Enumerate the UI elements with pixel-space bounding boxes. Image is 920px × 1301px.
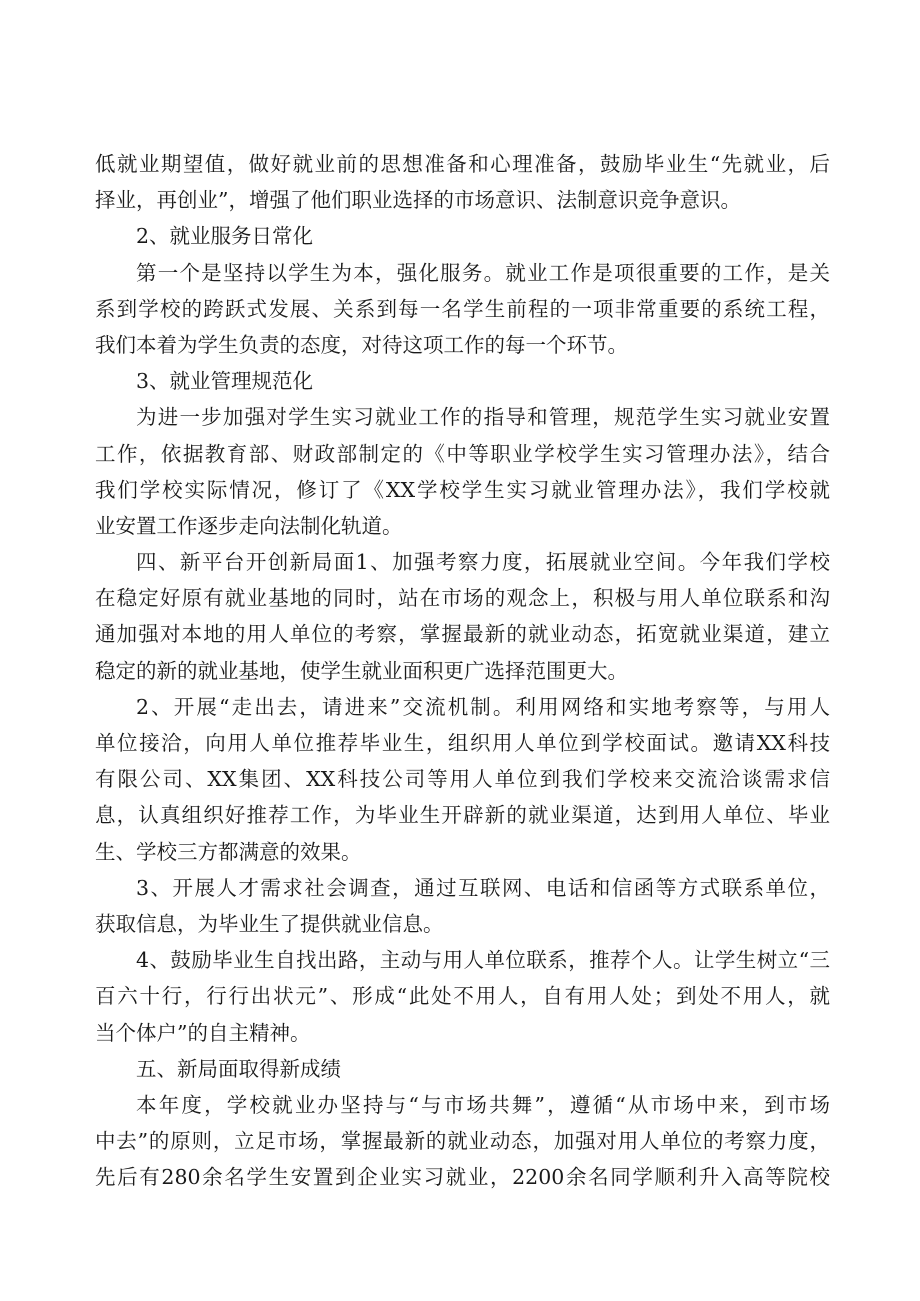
text-line: 稳定的新的就业基地，使学生就业面积更广选择范围更大。 <box>95 658 628 683</box>
text-line: 本年度，学校就业办坚持与“与市场共舞”，遵循“从市场中来，到市场 <box>136 1092 830 1117</box>
section-heading: 3、就业管理规范化 <box>136 369 314 394</box>
text-line: 低就业期望值，做好就业前的思想准备和心理准备，鼓励毕业生“先就业，后 <box>95 152 830 176</box>
text-line: 获取信息，为毕业生了提供就业信息。 <box>95 911 444 936</box>
text-line: 工作，依据教育部、财政部制定的《中等职业学校学生实习管理办法》，结合 <box>95 441 830 466</box>
text-line: 为进一步加强对学生实习就业工作的指导和管理，规范学生实习就业安置 <box>136 405 830 430</box>
text-line: 在稳定好原有就业基地的同时，站在市场的观念上，积极与用人单位联系和沟 <box>95 586 830 611</box>
text-line: 单位接洽，向用人单位推荐毕业生，组织用人单位到学校面试。邀请XX科技 <box>95 731 830 755</box>
text-line: 当个体户”的自主精神。 <box>95 1020 311 1045</box>
text-line: 我们学校实际情况，修订了《XX学校学生实习就业管理办法》，我们学校就 <box>95 477 830 502</box>
text-line: 择业，再创业”，增强了他们职业选择的市场意识、法制意识竞争意识。 <box>95 188 741 213</box>
section-heading: 五、新局面取得新成绩 <box>136 1056 341 1081</box>
text-line: 百六十行，行行出状元”、形成“此处不用人，自有用人处；到处不用人，就 <box>95 984 830 1009</box>
text-line: 系到学校的跨跃式发展、关系到每一名学生前程的一项非常重要的系统工程， <box>95 296 830 321</box>
text-line: 3、开展人才需求社会调查，通过互联网、电话和信函等方式联系单位， <box>136 875 830 900</box>
text-line: 第一个是坚持以学生为本，强化服务。就业工作是项很重要的工作，是关 <box>136 260 830 285</box>
document-body <box>95 146 830 1195</box>
text-line: 有限公司、XX集团、XX科技公司等用人单位到我们学校来交流洽谈需求信 <box>95 767 830 792</box>
text-line: 先后有280余名学生安置到企业实习就业，2200余名同学顺利升入高等院校 <box>95 1165 830 1190</box>
text-line: 中去”的原则，立足市场，掌握最新的就业动态，加强对用人单位的考察力度， <box>95 1129 830 1154</box>
text-line: 4、鼓励毕业生自找出路，主动与用人单位联系，推荐个人。让学生树立“三 <box>136 948 830 973</box>
text-line: 生、学校三方都满意的效果。 <box>95 839 362 864</box>
text-line: 2、开展“走出去，请进来”交流机制。利用网络和实地考察等，与用人 <box>136 694 830 719</box>
text-line: 业安置工作逐步走向法制化轨道。 <box>95 513 403 538</box>
text-line: 我们本着为学生负责的态度，对待这项工作的每一个环节。 <box>95 332 628 357</box>
text-line: 通加强对本地的用人单位的考察，掌握最新的就业动态，拓宽就业渠道，建立 <box>95 622 830 647</box>
section-heading: 2、就业服务日常化 <box>136 224 314 249</box>
text-line: 息，认真组织好推荐工作，为毕业生开辟新的就业渠道，达到用人单位、毕业 <box>95 803 830 828</box>
text-line: 四、新平台开创新局面1、加强考察力度，拓展就业空间。今年我们学校 <box>136 550 830 575</box>
